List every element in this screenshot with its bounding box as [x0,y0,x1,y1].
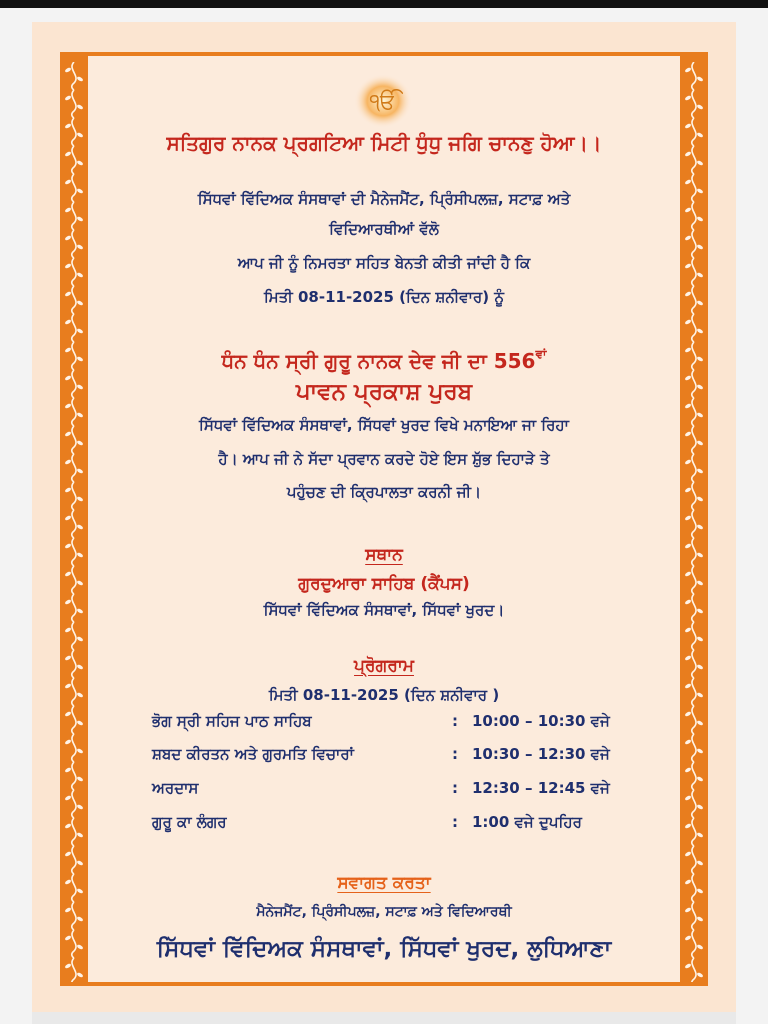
program-row [0,777,768,799]
occasion-title: ਪਾਵਨ ਪ੍ਰਕਾਸ਼ ਪੁਰਬ [295,379,473,405]
program-event: ਗੁਰੂ ਕਾ ਲੰਗਰ [152,813,227,831]
program-event: ਅਰਦਾਸ [152,779,199,797]
opening-verse: ਸਤਿਗੁਰ ਨਾਨਕ ਪ੍ਰਗਟਿਆ ਮਿਟੀ ਧੁੰਧੁ ਜਗਿ ਚਾਨਣੁ ਹੋਆ।। [166,131,602,155]
occasion-text: ਧੰਨ ਧੰਨ ਸ੍ਰੀ ਗੁਰੂ ਨਾਨਕ ਦੇਵ ਜੀ ਦਾ 556 [221,349,536,373]
program-colon: : [452,745,458,763]
program-time: 1:00 ਵਜੇ ਦੁਪਹਿਰ [472,813,582,831]
from-line-2: ਵਿਦਿਆਰਥੀਆਂ ਵੱਲੋ [329,220,439,238]
venue-address: ਸਿੱਧਵਾਂ ਵਿੱਦਿਅਕ ਸੰਸਥਾਵਾਂ, ਸਿੱਧਵਾਂ ਖੁਰਦ। [263,601,505,619]
ik-onkar-glyph: ੴ [369,90,397,115]
program-date-line: ਮਿਤੀ 08-11-2025 (ਦਿਨ ਸ਼ਨੀਵਾਰ ) [268,686,500,704]
welcome-hosts: ਮੈਨੇਜਮੈਂਟ, ਪ੍ਰਿੰਸੀਪਲਜ਼, ਸਟਾਫ਼ ਅਤੇ ਵਿਦਿਆਰਥੀ [256,904,512,920]
invite-date-line: ਮਿਤੀ 08-11-2025 (ਦਿਨ ਸ਼ਨੀਵਾਰ) ਨੂੰ [263,288,505,306]
body-line-1: ਸਿੱਧਵਾਂ ਵਿੱਦਿਅਕ ਸੰਸਥਾਵਾਂ, ਸਿੱਧਵਾਂ ਖੁਰਦ ਵਿਖੇ ਮਨਾਇਆ ਜਾ ਰਿਹਾ [199,416,569,434]
from-line-1: ਸਿੱਧਵਾਂ ਵਿੱਦਿਅਕ ਸੰਸਥਾਵਾਂ ਦੀ ਮੈਨੇਜਮੈਂਟ, ਪ੍ਰਿੰਸੀਪਲਜ਼, ਸਟਾਫ਼ ਅਤੇ [197,190,571,208]
program-time: 12:30 – 12:45 ਵਜੇ [472,779,610,797]
bottom-strip [32,1012,736,1024]
program-row [0,743,768,765]
program-title: ਪ੍ਰੋਗਰਾਮ [354,656,414,676]
body-line-2: ਹੈ। ਆਪ ਜੀ ਨੇ ਸੱਦਾ ਪ੍ਰਵਾਨ ਕਰਦੇ ਹੋਏ ਇਸ ਸ਼ੁੱਭ ਦਿਹਾੜੇ ਤੇ [218,450,550,468]
body-line-3: ਪਹੁੰਚਣ ਦੀ ਕ੍ਰਿਪਾਲਤਾ ਕਰਨੀ ਜੀ। [286,483,482,501]
ik-onkar-icon [354,74,412,128]
welcome-title: ਸਵਾਗਤ ਕਰਤਾ [337,873,431,893]
program-time: 10:30 – 12:30 ਵਜੇ [472,745,610,763]
program-colon: : [452,813,458,831]
program-event: ਭੋਗ ਸ੍ਰੀ ਸਹਿਜ ਪਾਠ ਸਾਹਿਬ [152,712,312,730]
venue-name: ਗੁਰਦੁਆਰਾ ਸਾਹਿਬ (ਕੈਂਪਸ) [298,574,470,594]
program-colon: : [452,712,458,730]
program-row [0,710,768,732]
program-time: 10:00 – 10:30 ਵਜੇ [472,712,610,730]
top-bar [0,0,768,8]
occasion-line-1 [0,348,768,377]
program-row [0,811,768,833]
ordinal-suffix: ਵਾਂ [535,347,547,361]
program-colon: : [452,779,458,797]
institution-name: ਸਿੱਧਵਾਂ ਵਿੱਦਿਅਕ ਸੰਸਥਾਵਾਂ, ਸਿੱਧਵਾਂ ਖੁਰਦ, ਲੁਧਿਆਣਾ [156,936,612,962]
venue-title: ਸਥਾਨ [365,545,403,565]
program-event: ਸ਼ਬਦ ਕੀਰਤਨ ਅਤੇ ਗੁਰਮਤਿ ਵਿਚਾਰਾਂ [152,745,354,763]
request-line: ਆਪ ਜੀ ਨੂੰ ਨਿਮਰਤਾ ਸਹਿਤ ਬੇਨਤੀ ਕੀਤੀ ਜਾਂਦੀ ਹੈ ਕਿ [237,254,531,272]
